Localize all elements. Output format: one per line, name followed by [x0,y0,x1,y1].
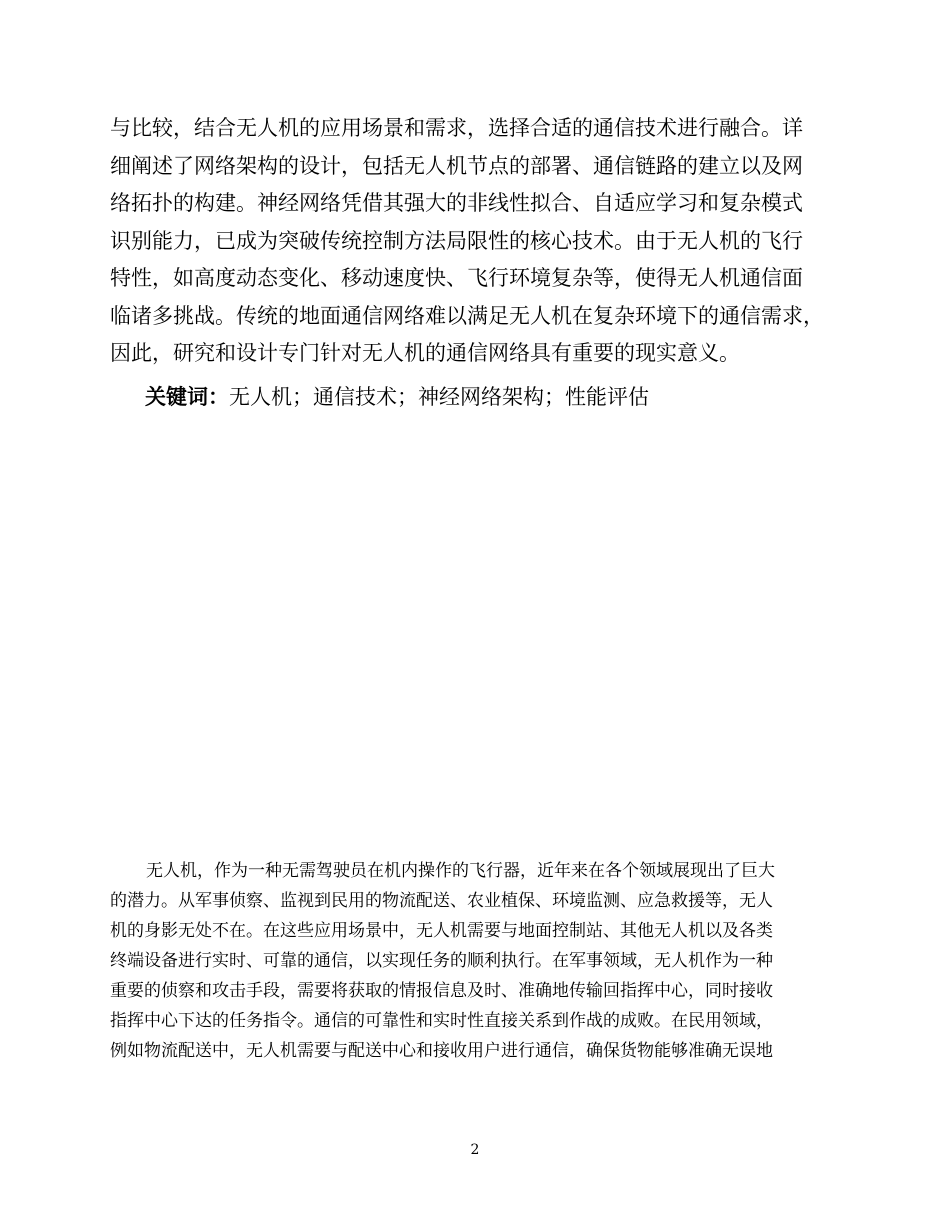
body-line: 的潜力。从军事侦察、监视到民用的物流配送、农业植保、环境监测、应急救援等，无人 [110,891,773,911]
body-line: 终端设备进行实时、可靠的通信，以实现任务的顺利执行。在军事领域，无人机作为一种 [110,951,773,971]
abstract-paragraph [110,110,845,373]
abstract-line: 与比较，结合无人机的应用场景和需求，选择合适的通信技术进行融合。详 [110,116,803,140]
abstract-line: 临诸多挑战。传统的地面通信网络难以满足无人机在复杂环境下的通信需求， [110,303,824,328]
abstract-line: 络拓扑的构建。神经网络凭借其强大的非线性拟合、自适应学习和复杂模式 [110,191,803,215]
keywords-label: 关键词： [145,385,229,409]
body-line: 无人机，作为一种无需驾驶员在机内操作的飞行器，近年来在各个领域展现出了巨大 [146,861,775,881]
body-paragraph [110,856,848,1066]
abstract-line: 特性，如高度动态变化、移动速度快、飞行环境复杂等，使得无人机通信面 [110,266,803,290]
body-line: 指挥中心下达的任务指令。通信的可靠性和实时性直接关系到作战的成败。在民用领域， [110,1011,773,1031]
keywords-line [145,381,649,413]
page-number: 2 [470,1142,480,1158]
body-line: 例如物流配送中，无人机需要与配送中心和接收用户进行通信，确保货物能够准确无误地 [110,1041,773,1061]
keywords-text: 无人机；通信技术；神经网络架构；性能评估 [229,385,649,409]
body-line: 重要的侦察和攻击手段，需要将获取的情报信息及时、准确地传输回指挥中心，同时接收 [110,981,773,1001]
abstract-line: 识别能力，已成为突破传统控制方法局限性的核心技术。由于无人机的飞行 [110,228,803,253]
abstract-line: 细阐述了网络架构的设计，包括无人机节点的部署、通信链路的建立以及网 [110,153,803,178]
abstract-line: 因此，研究和设计专门针对无人机的通信网络具有重要的现实意义。 [110,341,740,365]
body-line: 机的身影无处不在。在这些应用场景中，无人机需要与地面控制站、其他无人机以及各类 [110,921,773,941]
